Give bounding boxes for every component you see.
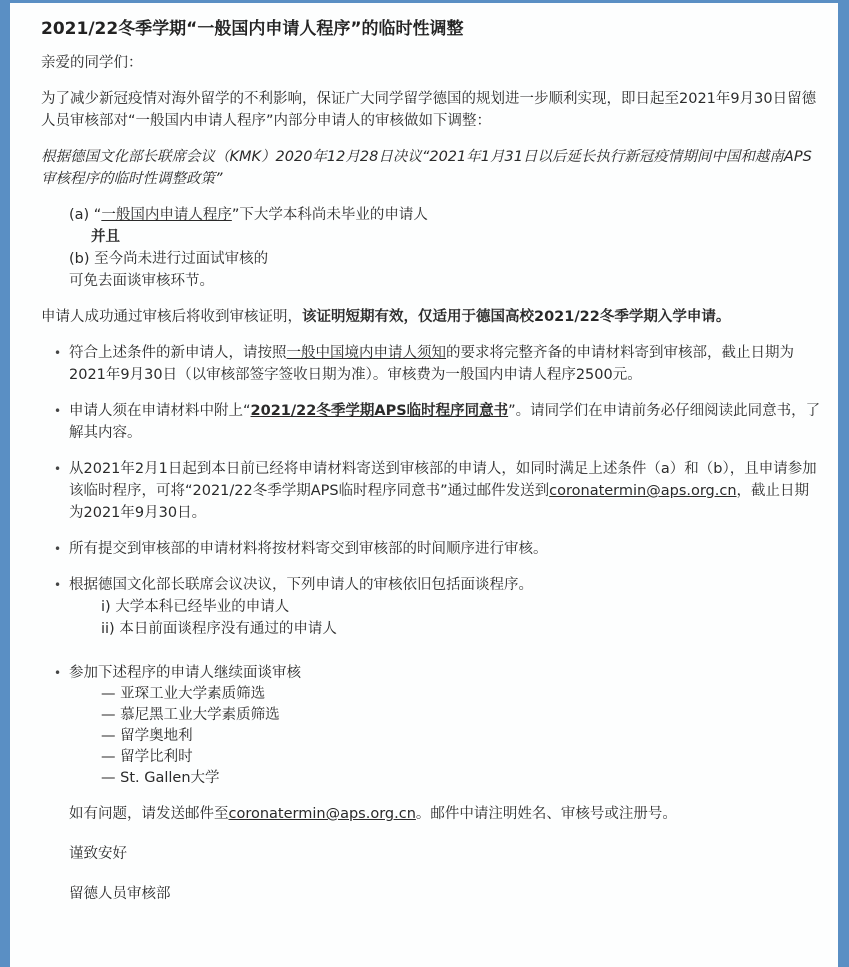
- bullet-text: 申请人须在申请材料中附上“: [69, 403, 251, 419]
- consent-form-link[interactable]: 2021/22冬季学期APS临时程序同意书: [250, 403, 509, 419]
- sub-item: i) 大学本科已经毕业的申请人: [101, 599, 290, 615]
- conditions-block: [41, 204, 821, 292]
- condition-a: [69, 204, 821, 226]
- program-item: — 慕尼黑工业大学素质筛选: [101, 707, 280, 723]
- bullet-icon: •: [54, 404, 62, 418]
- program-item: — St. Gallen大学: [101, 770, 220, 786]
- certificate-text: 申请人成功通过审核后将收到审核证明，: [41, 309, 302, 325]
- contact-text: 如有问题，请发送邮件至: [69, 806, 229, 822]
- bullet-item-new-applicants: [41, 342, 821, 386]
- condition-a-suffix: ”下大学本科尚未毕业的申请人: [231, 207, 428, 223]
- signature: 留德人员审核部: [69, 886, 171, 902]
- bullet-text: 的要求将完整齐备的申请材料寄到审核部，截止日期为2021年9月30日（以审核部签字签收日期为准）。审核费为一般国内申请人程序2500元。: [69, 345, 794, 383]
- bullet-item-programs: [41, 662, 821, 789]
- applicant-guide-link[interactable]: 一般中国境内申请人须知: [286, 345, 446, 361]
- bullet-item-review-order: [41, 538, 821, 560]
- bullet-list: [41, 342, 821, 789]
- intro-paragraph: 为了减少新冠疫情对海外留学的不利影响，保证广大同学留学德国的规划进一步顺利实现，即日起至2021年9月30日留德人员审核部对“一般国内申请人程序”内部分申请人的审核做如下调整：: [41, 91, 817, 129]
- certificate-paragraph: [41, 306, 821, 328]
- condition-and: 并且: [91, 229, 120, 245]
- bullet-icon: •: [54, 542, 62, 556]
- bullet-text: ，截止日期为2021年9月30日。: [69, 483, 810, 521]
- program-item: — 亚琛工业大学素质筛选: [101, 686, 266, 702]
- sub-item: ii) 本日前面谈程序没有通过的申请人: [101, 621, 337, 637]
- contact-text: 。邮件中请注明姓名、审核号或注册号。: [415, 806, 677, 822]
- general-applicant-procedure-link[interactable]: 一般国内申请人程序: [101, 207, 232, 223]
- contact-paragraph: [41, 803, 821, 825]
- bullet-text: 参加下述程序的申请人继续面谈审核: [69, 665, 301, 681]
- bullet-text: 从2021年2月1日起到本日前已经将申请材料寄送到审核部的申请人，如同时满足上述条件（a）和（b），且申请参加该临时程序，可将“2021/22冬季学期APS临时程序同意书”通过邮件发送到: [69, 461, 817, 499]
- bullet-text: 符合上述条件的新申请人，请按照: [69, 345, 287, 361]
- program-item: — 留学比利时: [101, 749, 193, 765]
- basis-paragraph: 根据德国文化部长联席会议（KMK）2020年12月28日决议“2021年1月31日以后延长执行新冠疫情期间中国和越南APS审核程序的临时性调整政策”: [41, 149, 812, 187]
- bullet-icon: •: [54, 462, 62, 476]
- document-content: [41, 16, 821, 905]
- bullet-item-existing-applicants: [41, 458, 821, 524]
- bullet-item-interview-required: [41, 574, 821, 640]
- email-link[interactable]: coronatermin@aps.org.cn: [549, 483, 737, 499]
- closing: 谨致安好: [69, 846, 127, 862]
- program-list: [69, 684, 821, 789]
- document-frame: [10, 3, 838, 967]
- page-title: 2021/22冬季学期“一般国内申请人程序”的临时性调整: [41, 19, 464, 39]
- condition-a-prefix: (a) “: [69, 207, 102, 223]
- contact-email-link[interactable]: coronatermin@aps.org.cn: [228, 806, 416, 822]
- bullet-text: ”。请同学们在申请前务必仔细阅读此同意书，了解其内容。: [69, 403, 821, 441]
- bullet-text: 所有提交到审核部的申请材料将按材料寄交到审核部的时间顺序进行审核。: [69, 541, 548, 557]
- bullet-icon: •: [54, 578, 62, 592]
- condition-b: (b) 至今尚未进行过面试审核的: [69, 251, 269, 267]
- condition-result: 可免去面谈审核环节。: [69, 273, 214, 289]
- certificate-bold-text: 该证明短期有效，仅适用于德国高校2021/22冬季学期入学申请。: [302, 309, 731, 325]
- bullet-icon: •: [54, 346, 62, 360]
- bullet-icon: •: [54, 666, 62, 680]
- greeting: 亲爱的同学们：: [41, 55, 143, 71]
- bullet-text: 根据德国文化部长联席会议决议，下列申请人的审核依旧包括面谈程序。: [69, 577, 533, 593]
- bullet-item-consent-form: [41, 400, 821, 444]
- program-item: — 留学奥地利: [101, 728, 193, 744]
